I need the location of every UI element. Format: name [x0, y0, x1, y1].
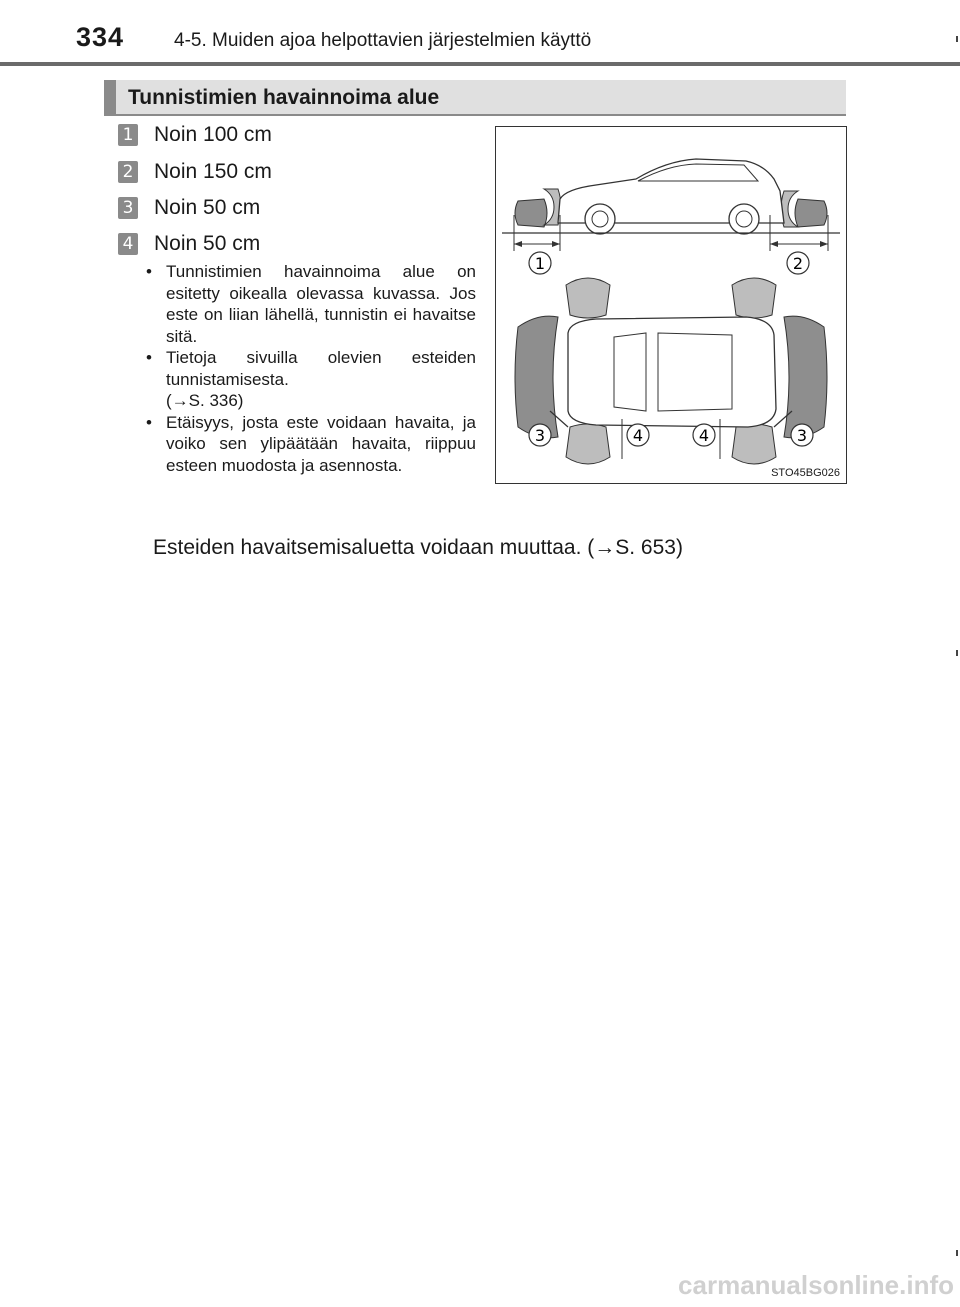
callout-label: 2 [792, 254, 804, 273]
item-label: Noin 100 cm [154, 123, 272, 146]
bullet-text: Tietoja sivuilla olevien esteiden tunnistamisesta. [166, 348, 476, 389]
arrow-head [770, 241, 778, 247]
item-label: Noin 50 cm [154, 196, 261, 219]
bullet-text: Tunnistimien havainnoima alue on esitetty oikealla olevassa kuvassa. Jos este on liian lähellä, tunnistin ei havaitse sitä. [166, 262, 476, 346]
arrow-head [514, 241, 522, 247]
list-item [118, 122, 272, 148]
note-text: Esteiden havaitsemisaluetta voidaan muuttaa. (→S. 653) [153, 536, 683, 559]
item-label: Noin 50 cm [154, 232, 261, 255]
sensor-range-figure [495, 126, 847, 484]
bullet-item [146, 412, 476, 477]
list-item [118, 231, 260, 257]
header-divider [0, 62, 960, 66]
bullet-item [146, 261, 476, 347]
top-rear-zone [784, 316, 827, 438]
item-label: Noin 150 cm [154, 160, 272, 183]
top-rear-left-corner-zone [732, 278, 776, 318]
list-item [118, 159, 272, 185]
top-front-left-corner-zone [566, 278, 610, 318]
top-front-right-corner-zone [566, 424, 610, 464]
list-item [118, 195, 260, 221]
top-front-zone [515, 316, 558, 438]
chapter-title: 4-5. Muiden ajoa helpottavien järjestelmien käyttö [174, 30, 592, 51]
number-badge: 2 [118, 161, 138, 183]
callout-label: 4 [698, 426, 710, 445]
car-side-windows [638, 164, 758, 181]
front-wheel-hub [592, 211, 608, 227]
bullet-item [146, 347, 476, 412]
number-badge: 1 [118, 124, 138, 146]
section-title: Tunnistimien havainnoima alue [128, 86, 440, 109]
side-rear-zone [795, 199, 827, 227]
figure-code: STO45BG026 [771, 467, 840, 479]
page-number: 334 [76, 22, 125, 52]
arrow-head [820, 241, 828, 247]
number-badge: 4 [118, 233, 138, 255]
edge-mark [956, 1250, 958, 1256]
edge-mark [956, 36, 958, 42]
number-badge: 3 [118, 197, 138, 219]
windshield [614, 333, 646, 411]
callout-label: 1 [534, 254, 546, 273]
edge-mark [956, 650, 958, 656]
top-rear-right-corner-zone [732, 424, 776, 464]
callout-label: 3 [796, 426, 808, 445]
roof [658, 333, 732, 411]
section-heading [104, 80, 846, 116]
sensor-diagram [496, 127, 846, 483]
rear-wheel-hub [736, 211, 752, 227]
page-reference: (→S. 336) [166, 391, 244, 410]
watermark: carmanualsonline.info [678, 1270, 954, 1300]
arrow-head [552, 241, 560, 247]
side-front-zone [515, 199, 547, 227]
section-accent [104, 80, 116, 114]
bullet-list [146, 261, 476, 476]
callout-label: 3 [534, 426, 546, 445]
callout-label: 4 [632, 426, 644, 445]
bullet-text: Etäisyys, josta este voidaan havaita, ja voiko sen ylipäätään havaita, riippuu esteen muodosta ja asennosta. [166, 412, 476, 475]
